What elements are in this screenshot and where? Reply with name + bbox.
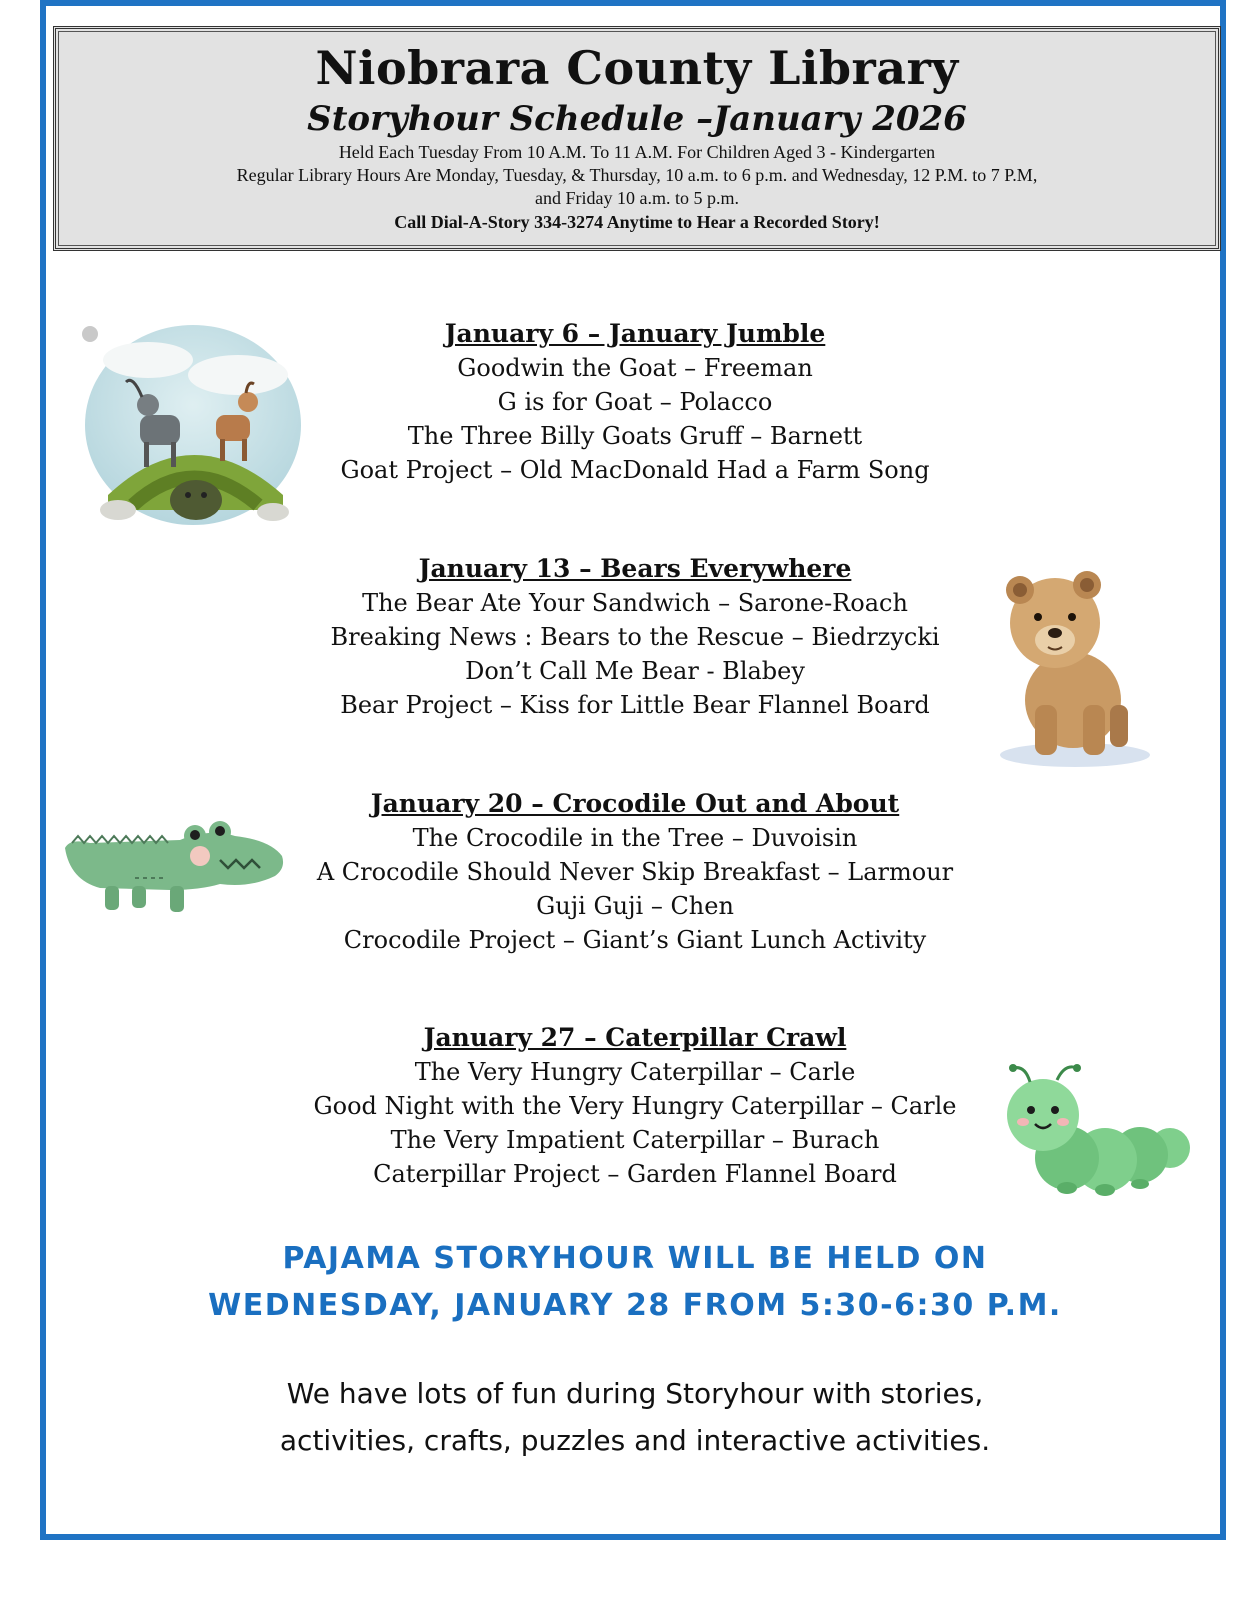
book-item: A Crocodile Should Never Skip Breakfast – Larmour (316, 858, 954, 886)
pajama-line-2: WEDNESDAY, JANUARY 28 FROM 5:30-6:30 P.M. (208, 1288, 1062, 1323)
library-hours-friday: and Friday 10 a.m. to 5 p.m. (535, 188, 739, 208)
schedule-time-line: Held Each Tuesday From 10 A.M. To 11 A.M. For Children Aged 3 - Kindergarten (338, 142, 936, 162)
footer-line-2: activities, crafts, puzzles and interactive activities. (279, 1424, 991, 1457)
footer-note (100, 1370, 1170, 1464)
schedule-section-jan-20 (200, 786, 1070, 957)
dial-a-story-line: Call Dial-A-Story 334-3274 Anytime to Hear a Recorded Story! (394, 212, 880, 232)
book-item: The Three Billy Goats Gruff – Barnett (407, 422, 863, 450)
schedule-subtitle: Storyhour Schedule –January 2026 (307, 99, 967, 139)
footer-line-1: We have lots of fun during Storyhour with stories, (286, 1377, 984, 1410)
book-item: Goodwin the Goat – Freeman (457, 354, 813, 382)
schedule-section-jan-27 (200, 1020, 1070, 1191)
project-item: Goat Project – Old MacDonald Had a Farm Song (340, 456, 930, 484)
project-item: Caterpillar Project – Garden Flannel Board (373, 1160, 897, 1188)
book-item: Don’t Call Me Bear - Blabey (465, 657, 805, 685)
book-item: Good Night with the Very Hungry Caterpillar – Carle (313, 1092, 957, 1120)
library-hours-line: Regular Library Hours Are Monday, Tuesday, & Thursday, 10 a.m. to 6 p.m. and Wednesday, 12 P.M. to 7 P.M, (236, 165, 1038, 185)
section-title: January 6 – January Jumble (444, 319, 826, 348)
book-item: The Crocodile in the Tree – Duvoisin (412, 824, 858, 852)
book-item: G is for Goat – Polacco (497, 388, 773, 416)
book-item: The Very Impatient Caterpillar – Burach (390, 1126, 880, 1154)
schedule-section-jan-13 (200, 551, 1070, 722)
section-title: January 20 – Crocodile Out and About (370, 789, 900, 818)
pajama-storyhour-announcement (100, 1235, 1170, 1329)
schedule-section-jan-6 (200, 316, 1070, 487)
section-title: January 27 – Caterpillar Crawl (423, 1023, 847, 1052)
book-item: Guji Guji – Chen (536, 892, 734, 920)
section-title: January 13 – Bears Everywhere (418, 554, 852, 583)
project-item: Crocodile Project – Giant’s Giant Lunch Activity (343, 926, 927, 954)
book-item: The Very Hungry Caterpillar – Carle (414, 1058, 856, 1086)
header-box (53, 26, 1221, 251)
library-title: Niobrara County Library (315, 41, 959, 95)
project-item: Bear Project – Kiss for Little Bear Flannel Board (340, 691, 930, 719)
book-item: The Bear Ate Your Sandwich – Sarone-Roach (362, 589, 908, 617)
book-item: Breaking News : Bears to the Rescue – Biedrzycki (330, 623, 940, 651)
pajama-line-1: PAJAMA STORYHOUR WILL BE HELD ON (282, 1241, 988, 1276)
